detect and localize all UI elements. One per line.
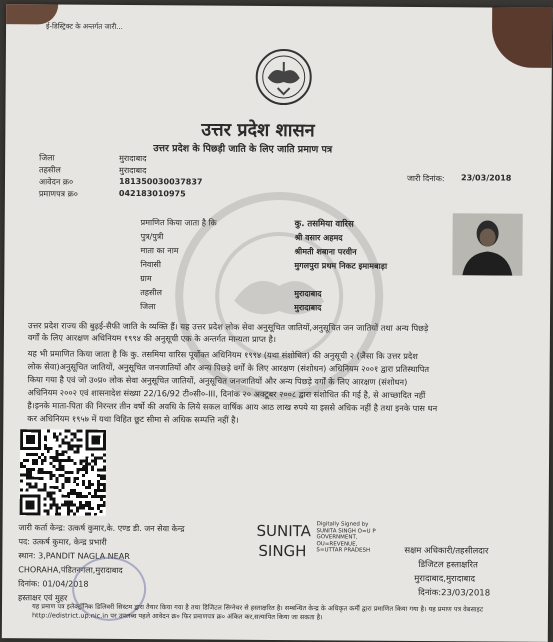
gov-title: उत्तर प्रदेश शासन	[201, 117, 314, 142]
mother-value: श्रीमती शबाना परवीन	[294, 246, 356, 257]
issuer-place-2: CHORAHA,पंडितनगला,मुरादाबाद	[18, 564, 122, 576]
district-value: मुरादाबाद	[119, 153, 146, 164]
body-line-3: यह भी प्रमाणित किया जाता है कि कु. तसमिया वारिस पूर्वोक्त अधिनियम १९९४ (यथा संशोधित) की अनुसूची २ (जैसा कि उत्तर प्रदेश	[28, 348, 418, 362]
application-number: 181350030037837	[119, 177, 203, 187]
certificate-number-label: प्रमाणपत्र क्र०	[39, 188, 78, 199]
signer-first-name: SUNITA	[256, 522, 311, 540]
applicant-name: कु. तसमिया वारिस	[295, 218, 354, 229]
issuer-post: पद: उत्कर्ष कुमार, केन्द्र प्रभारी	[18, 536, 106, 548]
issue-date-label: जारी दिनांक:	[407, 173, 445, 184]
authority-date: दिनांक:23/03/2018	[418, 587, 490, 599]
certificate-number: 042183010975	[119, 189, 186, 198]
detail-district-label: जिला	[140, 301, 156, 312]
signer-last-name: SINGH	[258, 542, 306, 560]
digital-signature-text: Digitally Signed by SUNITA SINGH O=U P GOVERNMENT, OU=REVENUE, S=UTTAR PRADESH	[316, 521, 375, 554]
mother-label: माता का नाम	[140, 245, 178, 256]
body-line-6: अधिनियम २००२ एवं शासनादेश संख्या 22/16/92 टी०सी०-III, दिनांक २० अक्टूबर २००८ द्वारा संशोधित की गई है, से आच्छादित नहीं	[27, 387, 425, 401]
detail-tehsil-label: तहसील	[140, 287, 162, 298]
body-line-8: कर अधिनियम १९५७ में यथा विहित छूट सीमा से अधिक सम्पत्ति नहीं है।	[27, 413, 238, 426]
relation-value: श्री वसार अहमद	[295, 232, 343, 243]
issuer-date: दिनांक: 01/04/2018	[18, 578, 88, 589]
issue-date: 23/03/2018	[461, 173, 511, 182]
footer-note: यह प्रमाण पत्र इलेक्ट्रॉनिक डिलिवरी सिस्टम द्वारा तैयार किया गया है तथा डिजिटल सिग्नेचर से हस्ताक्षरित है। सम्बन्धित केन्द्र के अधिकृत कर्मी द्वारा प्रमाणित किया गया है। यह प्रमाण पत्र वेबसाइट http://edistrict.up.nic.in पर उपलब्ध पहले आवेदन क्र० फिर प्रमाणपत्र क्र० अंकित कर,सत्यापित किया जा सकता है।	[32, 602, 532, 623]
relation-label: पुत्र/पुत्री	[141, 231, 164, 242]
applicant-photo	[452, 213, 522, 275]
resident-value: मुगलपुरा प्रथम निकट इमामबाड़ा	[294, 260, 387, 272]
finger-top-right	[492, 7, 552, 67]
top-note: ई-डिस्ट्रिक्ट के अन्तर्गत जारी...	[46, 22, 123, 32]
certificate-title: उत्तर प्रदेश के पिछड़ी जाति के लिए जाति प्रमाण पत्र	[153, 141, 332, 155]
body-line-4: लोक सेवा)अनुसूचित जातियों, अनुसूचित जनजातियों और अन्य पिछड़े वर्गों के लिए आरक्षण (संशोधन) अधिनियम २००१ द्वारा प्रतिस्थापित	[28, 361, 429, 375]
body-line-2: वर्गों के लिए आरक्षण अधिनियम १९९४ की अनुसूची एक के अन्तर्गत मान्यता प्राप्त है।	[28, 332, 276, 345]
authority-signed: डिजिटल हस्ताक्षरित	[418, 559, 478, 570]
body-line-5: किया गया है एवं जो उ०प्र० लोक सेवा अनुसूचित जातियों, अनुसूचित जनजातियों और अन्य पिछड़े वर्गों के लिए आरक्षण (संशोधन)	[28, 374, 408, 388]
authority-place: मुरादाबाद,मुरादाबाद	[414, 573, 475, 584]
verification-qr-code	[20, 429, 107, 516]
issuer-place: स्थान: 3,PANDIT NAGLA NEAR	[18, 550, 129, 562]
body-line-7: है।इनके माता-पिता की निरन्तर तीन वर्षो की अवधि के लिये सकल वार्षिक आय आठ लाख रुपये या इससे अधिक नहीं है तथा इनके पास धन	[27, 400, 437, 414]
application-label: आवेदन क्र०	[39, 176, 73, 187]
finger-top-left	[6, 4, 58, 24]
issuer-seal-note: हस्ताक्षर एवं मुहर	[18, 592, 67, 603]
district-label: जिला	[39, 152, 55, 163]
body-line-1: उत्तर प्रदेश राज्य की बुढ़ई-सैफी जाति के व्यक्ति हैं। यह उत्तर प्रदेश लोक सेवा अनुसूचित जातियों,अनुसूचित जन जातियों तथा अन्य पिछड़े	[28, 320, 428, 334]
resident-label: निवासी	[140, 259, 161, 270]
detail-tehsil-value: मुरादाबाद	[294, 288, 321, 299]
authority-title: सक्षम अधिकारी/तहसीलदार	[404, 545, 488, 557]
issuer-center: जारी कर्ता केन्द्र: उत्कर्ष कुमार,के. एण्ड डी. जन सेवा केन्द्र	[19, 522, 185, 534]
tehsil-label: तहसील	[39, 164, 61, 175]
detail-district-value: मुरादाबाद	[294, 302, 321, 313]
tehsil-value: मुरादाबाद	[119, 165, 146, 176]
certify-intro: प्रमाणित किया जाता है कि	[141, 217, 217, 229]
certificate-sheet	[2, 4, 552, 642]
village-label: ग्राम	[140, 273, 151, 284]
up-emblem-icon	[250, 48, 318, 106]
